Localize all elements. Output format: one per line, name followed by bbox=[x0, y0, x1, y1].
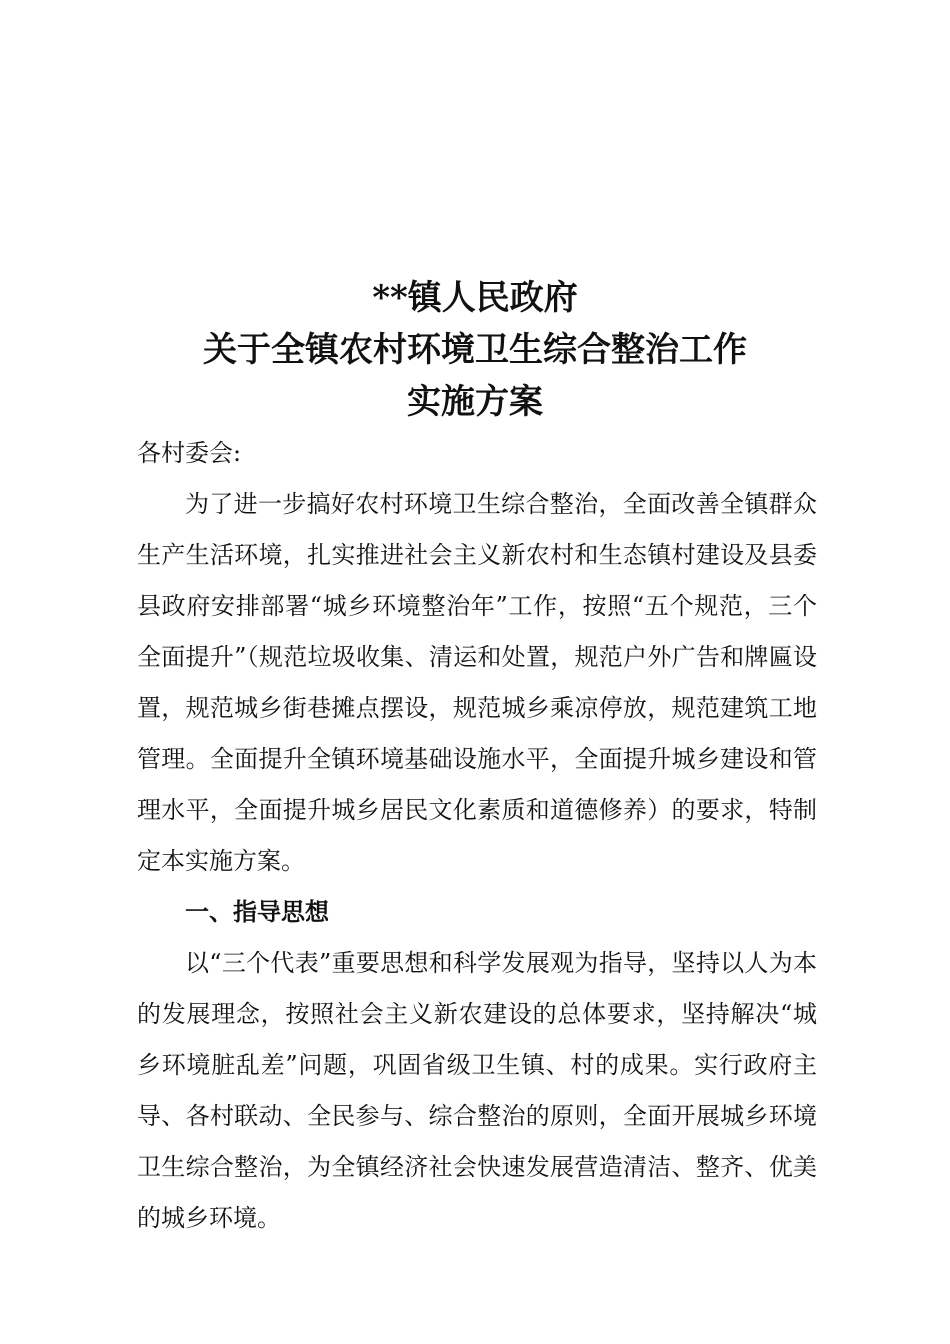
document-title bbox=[0, 272, 950, 428]
intro-paragraph: 为了进一步搞好农村环境卫生综合整治，全面改善全镇群众生产生活环境，扎实推进社会主义新农村和生态镇村建设及县委县政府安排部署“城乡环境整治年”工作，按照“五个规范，三个全面提升”（规范垃圾收集、清运和处置，规范户外广告和牌匾设置，规范城乡街巷摊点摆设，规范城乡乘凉停放，规范建筑工地管理。全面提升全镇环境基础设施水平，全面提升城乡建设和管理水平，全面提升城乡居民文化素质和道德修养）的要求，特制定本实施方案。 bbox=[137, 490, 817, 875]
guiding-ideology-paragraph: 以“三个代表”重要思想和科学发展观为指导，坚持以人为本的发展理念，按照社会主义新农建设的总体要求，坚持解决“城乡环境脏乱差”问题，巩固省级卫生镇、村的成果。实行政府主导、各村联动、全民参与、综合整治的原则，全面开展城乡环境卫生综合整治，为全镇经济社会快速发展营造清洁、整齐、优美的城乡环境。 bbox=[137, 949, 817, 1232]
salutation: 各村委会: bbox=[137, 439, 242, 467]
section-heading-guiding-ideology: 一、指导思想 bbox=[185, 898, 329, 926]
title-line-type: 实施方案 bbox=[407, 382, 543, 422]
title-line-issuer: **镇人民政府 bbox=[372, 278, 578, 318]
document-body bbox=[137, 428, 817, 1244]
title-line-subject: 关于全镇农村环境卫生综合整治工作 bbox=[203, 330, 747, 370]
